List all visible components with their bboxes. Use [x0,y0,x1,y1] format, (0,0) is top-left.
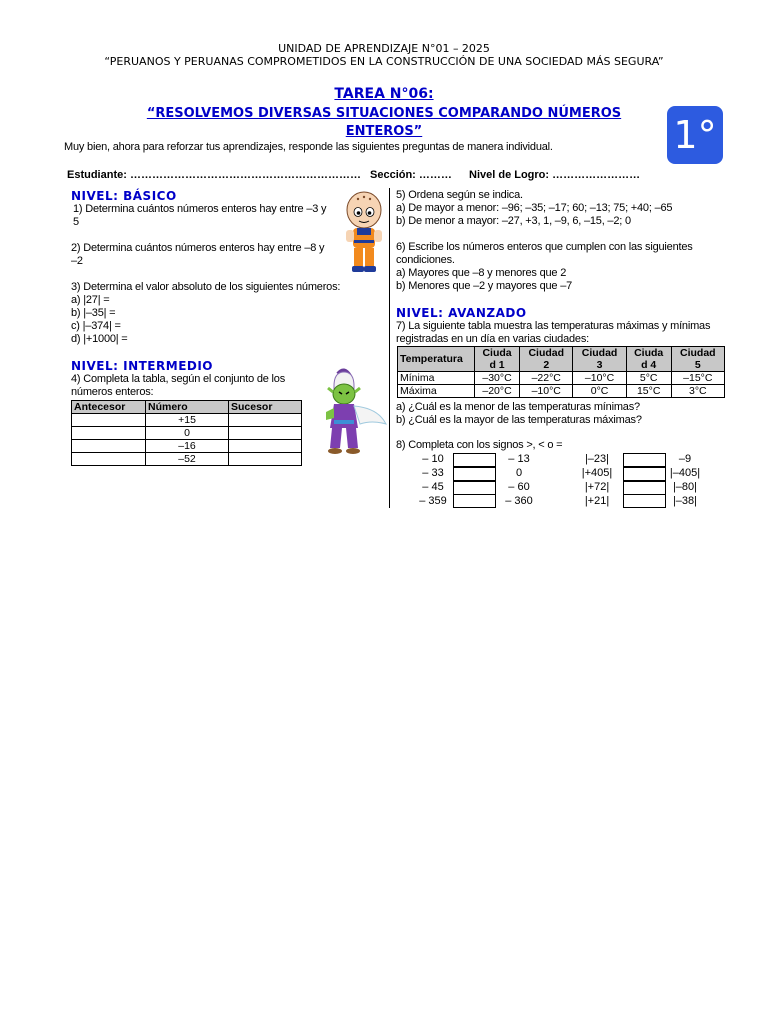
number-cell: –16 [146,440,229,453]
table-cell: 15°C [626,385,671,398]
task-title-line2: ENTEROS” [345,124,423,139]
question-6-a: a) Mayores que –8 y menores que 2 [396,267,567,279]
number-cell: +15 [146,414,229,427]
column-header: Temperatura [398,347,475,372]
comparison-left-value: – 45 [422,481,444,493]
question-6-line1: 6) Escribe los números enteros que cumplen con las siguientes [396,241,693,253]
monk-character-illustration [340,190,388,276]
task-number: TAREA N°06: [334,86,434,102]
comparison-right-value: – 60 [508,481,530,493]
question-7-a: a) ¿Cuál es la menor de las temperaturas mínimas? [396,401,640,413]
successor-cell[interactable] [229,414,302,427]
green-warrior-character-illustration [320,368,388,456]
table-cell: –10°C [520,385,573,398]
student-field: Estudiante: ……………………………………………………… [67,169,361,181]
successor-cell[interactable] [229,427,302,440]
row-label: Mínima [398,372,475,385]
unit-title: UNIDAD DE APRENDIZAJE N°01 – 2025 [278,42,490,55]
predecessor-cell[interactable] [72,453,146,466]
question-3-item: c) |–374| = [71,320,121,332]
comparison-left-value: |+72| [584,481,610,493]
comparison-right-value: – 13 [508,453,530,465]
table-row [72,440,302,453]
comparison-left-value: – 33 [422,467,444,479]
question-7-line2: registradas en un día en varias ciudades: [396,333,589,345]
temperature-table [397,346,725,398]
comparison-left-value: |–23| [584,453,610,465]
basic-level-heading: NIVEL: BÁSICO [71,189,177,203]
predecessor-successor-table [71,400,302,466]
comparison-right-value: – 360 [505,495,533,507]
question-3: 3) Determina el valor absoluto de los siguientes números: [71,281,341,293]
table-cell: –30°C [475,372,520,385]
question-8: 8) Completa con los signos >, < o = [396,439,563,451]
column-header: Ciudad 2 [520,347,573,372]
question-1-line1: 1) Determina cuántos números enteros hay entre –3 y [73,203,327,215]
task-title-line1: “RESOLVEMOS DIVERSAS SITUACIONES COMPARANDO NÚMEROS [146,106,622,121]
question-5-b: b) De menor a mayor: –27, +3, 1, –9, 6, –15, –2; 0 [396,215,631,227]
table-cell: 0°C [573,385,626,398]
column-header: Número [146,401,229,414]
question-3-item: d) |+1000| = [71,333,128,345]
predecessor-cell[interactable] [72,414,146,427]
question-6-line2: condiciones. [396,254,455,266]
comparison-right-value: |–38| [672,495,698,507]
comparison-right-value: |–405| [669,467,701,479]
table-row [398,372,725,385]
number-cell: 0 [146,427,229,440]
question-7-line1: 7) La siguiente tabla muestra las temperaturas máximas y mínimas [396,320,711,332]
column-header: Ciudad 5 [671,347,724,372]
table-row [72,453,302,466]
comparison-right-value: –9 [678,453,692,465]
question-5: 5) Ordena según se indica. [396,189,523,201]
column-header: Sucesor [229,401,302,414]
table-row [72,427,302,440]
table-row [398,385,725,398]
number-cell: –52 [146,453,229,466]
unit-slogan: “PERUANOS Y PERUANAS COMPROMETIDOS EN LA CONSTRUCCIÓN DE UNA SOCIEDAD MÁS SEGURA” [104,55,664,68]
table-cell: –10°C [573,372,626,385]
comparison-left-value: |+405| [581,467,613,479]
section-field: Sección: ……… [370,169,452,181]
comparison-left-value: – 359 [419,495,447,507]
row-label: Máxima [398,385,475,398]
question-1-line2: 5 [73,216,79,228]
successor-cell[interactable] [229,453,302,466]
sign-answer-box[interactable] [453,494,496,508]
intro-text: Muy bien, ahora para reforzar tus aprendizajes, responde las siguientes preguntas de manera individual. [64,141,553,153]
table-row [72,414,302,427]
advanced-level-heading: NIVEL: AVANZADO [396,306,527,320]
question-2-line1: 2) Determina cuántos números enteros hay entre –8 y [71,242,325,254]
comparison-left-value: – 10 [422,453,444,465]
question-5-a: a) De mayor a menor: –96; –35; –17; 60; –13; 75; +40; –65 [396,202,673,214]
table-cell: 3°C [671,385,724,398]
comparison-right-value: 0 [515,467,523,479]
column-header: Ciuda d 1 [475,347,520,372]
comparison-left-value: |+21| [584,495,610,507]
question-2-line2: –2 [71,255,83,267]
predecessor-cell[interactable] [72,427,146,440]
sign-answer-box[interactable] [453,453,496,467]
column-header: Ciuda d 4 [626,347,671,372]
question-3-item: a) |27| = [71,294,110,306]
question-4-line2: números enteros: [71,386,154,398]
grade-badge: 1° [667,106,723,164]
column-divider [389,188,390,508]
question-7-b: b) ¿Cuál es la mayor de las temperaturas máximas? [396,414,642,426]
table-cell: –20°C [475,385,520,398]
column-header: Antecesor [72,401,146,414]
table-cell: –22°C [520,372,573,385]
table-cell: 5°C [626,372,671,385]
column-header: Ciudad 3 [573,347,626,372]
question-3-item: b) |–35| = [71,307,116,319]
level-field: Nivel de Logro: …………………… [469,169,641,181]
sign-answer-box[interactable] [453,467,496,481]
intermediate-level-heading: NIVEL: INTERMEDIO [71,359,214,373]
predecessor-cell[interactable] [72,440,146,453]
table-cell: –15°C [671,372,724,385]
successor-cell[interactable] [229,440,302,453]
question-6-b: b) Menores que –2 y mayores que –7 [396,280,573,292]
question-4-line1: 4) Completa la tabla, según el conjunto de los [71,373,285,385]
comparison-right-value: |–80| [672,481,698,493]
sign-answer-box[interactable] [453,481,496,495]
